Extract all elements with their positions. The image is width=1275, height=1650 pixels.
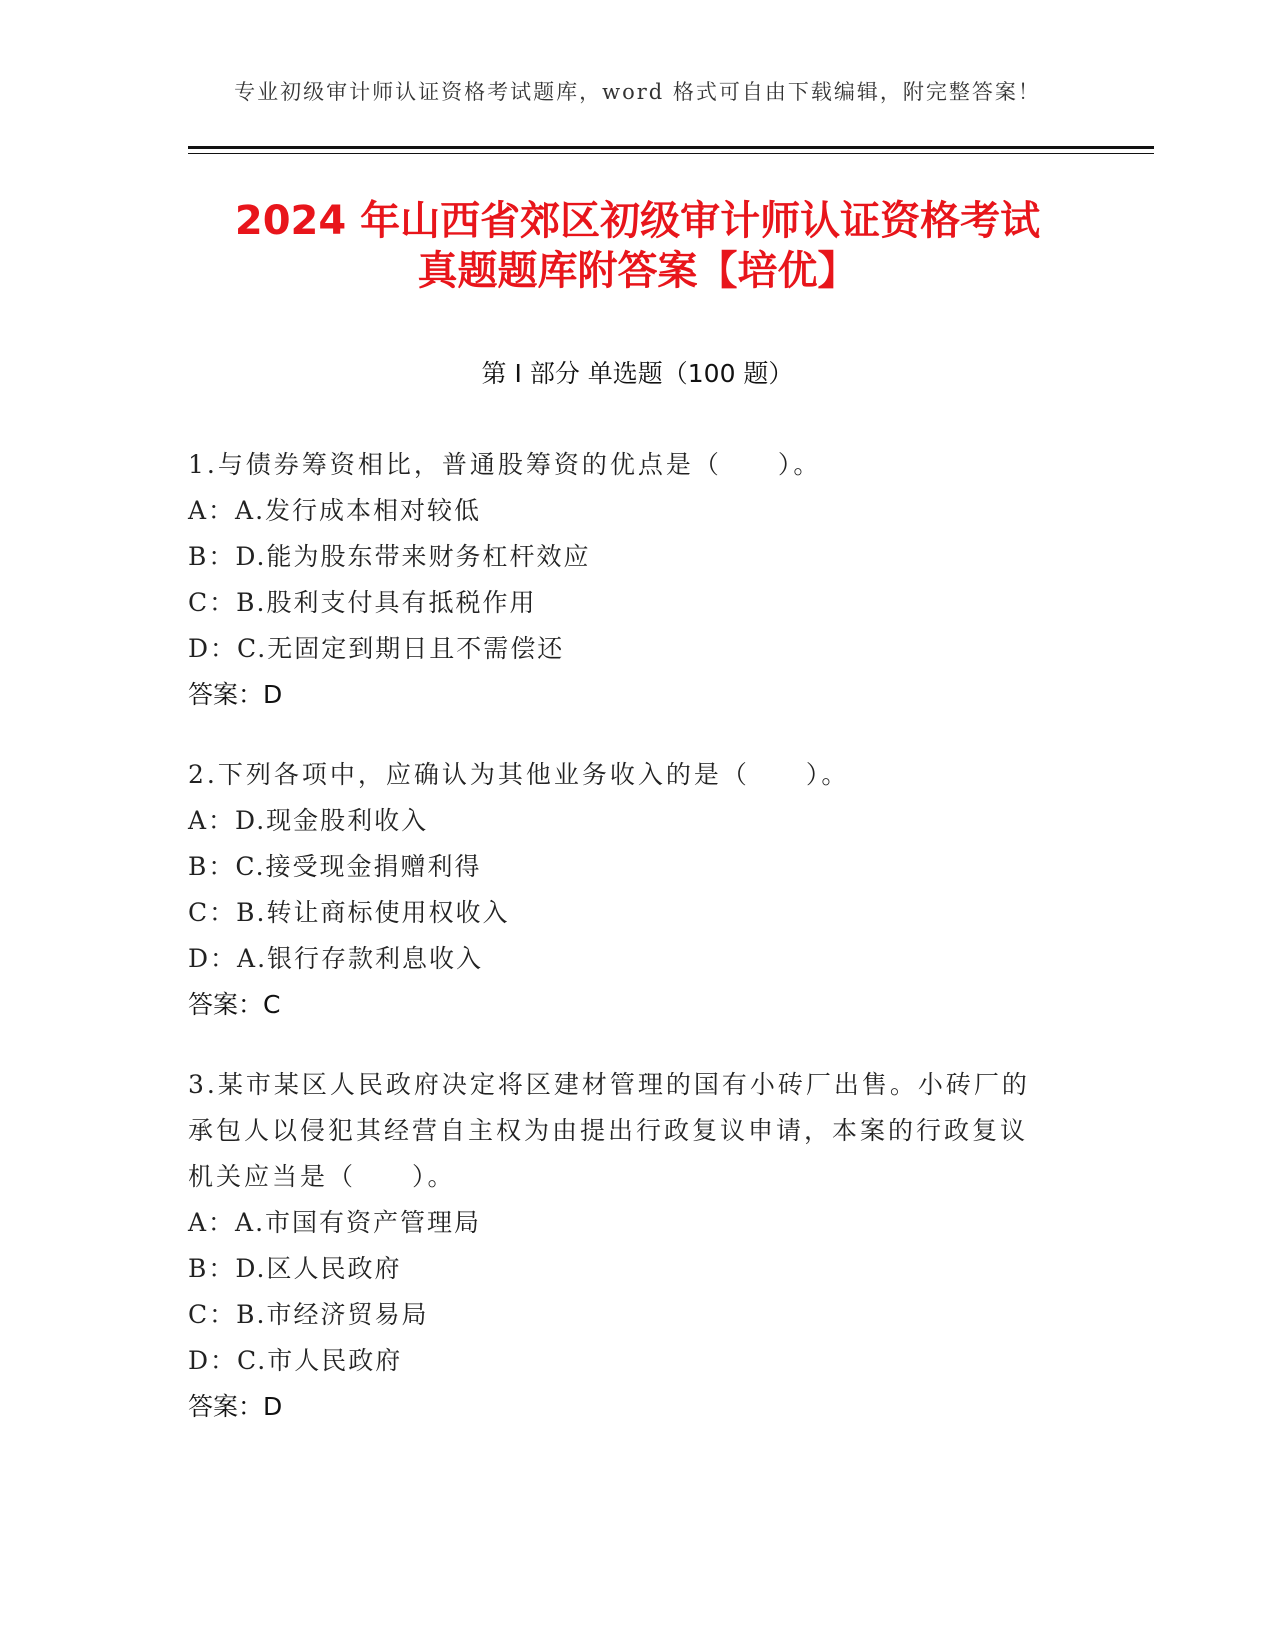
option-a: A：A.市国有资产管理局 [188, 1208, 482, 1237]
option-b: B：C.接受现金捐赠利得 [188, 852, 482, 881]
document-title [0, 196, 1275, 296]
option-d: D：C.市人民政府 [188, 1346, 403, 1375]
title-line-2: 真题题库附答案【培优】 [417, 248, 858, 294]
header-note: 专业初级审计师认证资格考试题库，word 格式可自由下载编辑，附完整答案！ [234, 80, 1041, 104]
option-c: C：B.市经济贸易局 [188, 1300, 429, 1329]
question-2 [188, 752, 1088, 1028]
answer: 答案：C [188, 990, 281, 1019]
title-line-1: 2024 年山西省郊区初级审计师认证资格考试 [234, 198, 1041, 244]
answer: 答案：D [188, 680, 283, 709]
option-a: A：A.发行成本相对较低 [188, 496, 482, 525]
answer: 答案：D [188, 1392, 283, 1421]
option-a: A：D.现金股利收入 [188, 806, 429, 835]
option-c: C：B.转让商标使用权收入 [188, 898, 510, 927]
option-d: D：C.无固定到期日且不需偿还 [188, 634, 565, 663]
option-b: B：D.能为股东带来财务杠杆效应 [188, 542, 591, 571]
question-stem-line-3: 机关应当是（ ）。 [188, 1162, 456, 1191]
question-stem: 1.与债券筹资相比，普通股筹资的优点是（ ）。 [188, 450, 822, 479]
question-1 [188, 442, 1088, 718]
header-rule-thick [188, 146, 1154, 149]
header-rule-thin [188, 153, 1154, 154]
option-c: C：B.股利支付具有抵税作用 [188, 588, 537, 617]
question-stem-line-1: 3.某市某区人民政府决定将区建材管理的国有小砖厂出售。小砖厂的 [188, 1070, 1030, 1099]
option-b: B：D.区人民政府 [188, 1254, 402, 1283]
question-3 [188, 1062, 1088, 1430]
question-list [188, 442, 1088, 1464]
section-title: 第 I 部分 单选题（100 题） [481, 359, 794, 388]
question-stem: 2.下列各项中，应确认为其他业务收入的是（ ）。 [188, 760, 850, 789]
option-d: D：A.银行存款利息收入 [188, 944, 484, 973]
question-stem-line-2: 承包人以侵犯其经营自主权为由提出行政复议申请，本案的行政复议 [188, 1116, 1029, 1145]
